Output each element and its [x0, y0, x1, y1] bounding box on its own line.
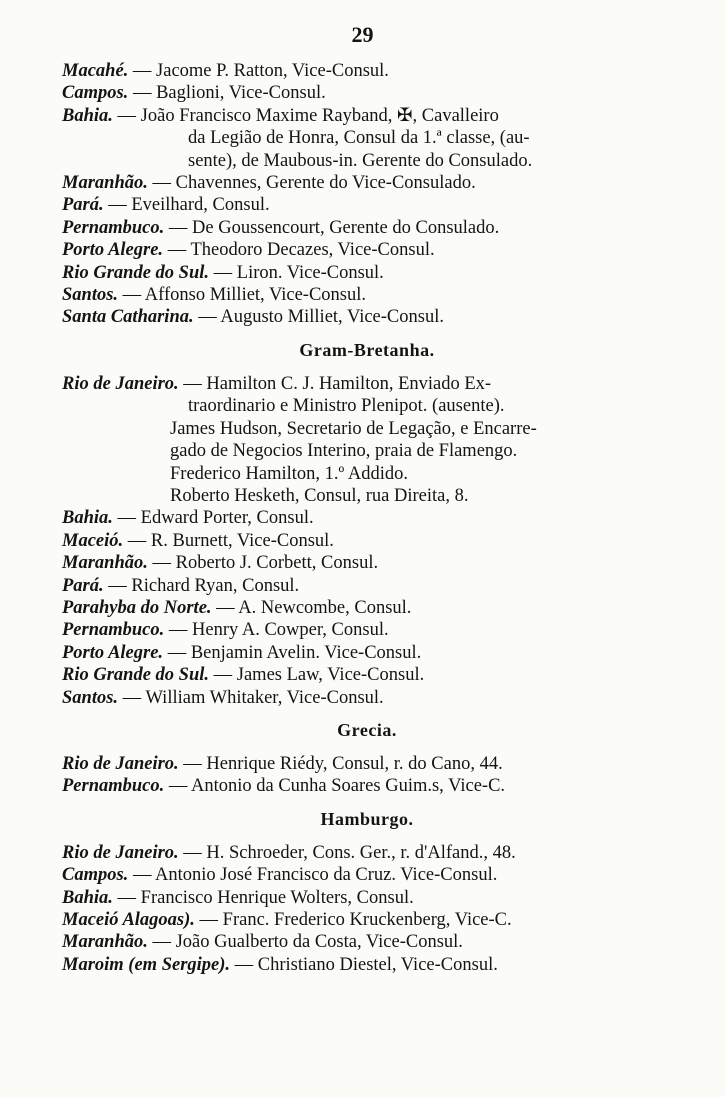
place-name: Campos. [62, 865, 129, 886]
entry-text: — De Goussencourt, Gerente do Consulado. [164, 217, 500, 238]
directory-entry [62, 864, 672, 886]
entry-text: — Henry A. Cowper, Consul. [164, 620, 389, 641]
place-name: Santos. [62, 687, 119, 708]
place-name: Bahia. [62, 105, 113, 126]
entry-text: James Hudson, Secretario de Legação, e Encarre- [170, 418, 537, 439]
place-name: Pernambuco. [62, 620, 165, 641]
entry-text: gado de Negocios Interino, praia de Flamengo. [170, 441, 518, 462]
place-name: Maranhão. [62, 932, 148, 953]
entry-line [62, 687, 672, 709]
entry-line [62, 642, 672, 664]
entry-line [62, 887, 672, 909]
place-name: Rio de Janeiro. [62, 373, 179, 394]
entry-text: — Roberto J. Corbett, Consul. [147, 553, 379, 574]
entry-line [62, 194, 672, 216]
entry-text: — Augusto Milliet, Vice-Consul. [193, 307, 444, 328]
directory-entry [62, 931, 672, 953]
entry-line [62, 440, 672, 462]
entry-text: — Hamilton C. J. Hamilton, Enviado Ex- [178, 373, 492, 394]
entry-text: — James Law, Vice-Consul. [209, 665, 425, 686]
entry-text: da Legião de Honra, Consul da 1.ª classe, (au- [188, 128, 530, 149]
directory-entry [62, 909, 672, 931]
entry-text: — Chavennes, Gerente do Vice-Consulado. [147, 173, 476, 194]
entry-text: — Antonio José Francisco da Cruz. Vice-Consul. [128, 865, 498, 886]
entry-line [62, 619, 672, 641]
page-number: 29 [351, 22, 374, 47]
directory-entry [62, 262, 672, 284]
entry-line [62, 60, 672, 82]
place-name: Maranhão. [62, 553, 148, 574]
directory-entry [62, 753, 672, 775]
entry-line [62, 931, 672, 953]
entry-text: — Franc. Frederico Kruckenberg, Vice-C. [194, 910, 512, 930]
entry-text: sente), de Maubous-in. Gerente do Consulado. [188, 150, 533, 171]
entry-text: — Antonio da Cunha Soares Guim.s, Vice-C. [164, 776, 506, 797]
entry-text: — Henrique Riédy, Consul, r. do Cano, 44. [178, 753, 503, 774]
directory-entry [62, 82, 672, 104]
entry-text: Frederico Hamilton, 1.º Addido. [170, 463, 408, 484]
place-name: Maranhão. [62, 173, 148, 194]
entry-line [62, 909, 672, 931]
directory-entry [62, 60, 672, 82]
entry-line [62, 530, 672, 552]
directory-entry [62, 530, 672, 552]
directory-entry [62, 687, 672, 709]
entry-text: — Benjamin Avelin. Vice-Consul. [163, 642, 422, 663]
directory-entry [62, 552, 672, 574]
directory-entry [62, 284, 672, 306]
entry-line [62, 284, 672, 306]
entry-text: — Theodoro Decazes, Vice-Consul. [163, 240, 435, 261]
entry-line [62, 463, 672, 485]
directory-entry [62, 105, 672, 172]
entry-text: — Eveilhard, Consul. [103, 195, 270, 216]
section-heading: Grecia. [337, 719, 397, 740]
entry-line [62, 664, 672, 686]
place-name: Campos. [62, 83, 129, 104]
directory-entry [62, 373, 672, 507]
entry-line [62, 842, 672, 864]
entry-text: Roberto Hesketh, Consul, rua Direita, 8. [170, 485, 469, 506]
entry-line [62, 217, 672, 239]
entry-text: — A. Newcombe, Consul. [211, 597, 412, 618]
entry-line [62, 418, 672, 440]
entry-line [62, 775, 672, 797]
place-name: Rio de Janeiro. [62, 753, 179, 774]
directory-entry [62, 194, 672, 216]
entry-line [62, 239, 672, 261]
entry-line [62, 864, 672, 886]
entry-text: — Jacome P. Ratton, Vice-Consul. [128, 61, 389, 81]
entry-line [62, 127, 672, 149]
entry-text: — Francisco Henrique Wolters, Consul. [112, 887, 414, 908]
section-heading: Gram-Bretanha. [299, 339, 435, 360]
entry-text: — Richard Ryan, Consul. [103, 575, 300, 596]
place-name: Porto Alegre. [62, 240, 164, 261]
entry-text: — Liron. Vice-Consul. [209, 262, 384, 283]
place-name: Rio Grande do Sul. [62, 665, 210, 686]
directory-entry [62, 507, 672, 529]
entry-line [62, 597, 672, 619]
entry-line [62, 82, 672, 104]
place-name: Maceió. [62, 530, 124, 551]
place-name: Pará. [62, 575, 104, 596]
entry-text: traordinario e Ministro Plenipot. (ausente). [188, 396, 505, 417]
entry-text: — William Whitaker, Vice-Consul. [118, 687, 384, 708]
directory-entry [62, 619, 672, 641]
entry-text: — R. Burnett, Vice-Consul. [123, 530, 334, 551]
directory-entry [62, 217, 672, 239]
entry-line [62, 485, 672, 507]
entry-line [62, 954, 672, 976]
entry-text: — H. Schroeder, Cons. Ger., r. d'Alfand., 48. [178, 842, 516, 863]
place-name: Santos. [62, 285, 119, 306]
entry-line [62, 395, 672, 417]
directory-entry [62, 775, 672, 797]
page-content [62, 60, 672, 976]
place-name: Maceió Alagoas). [62, 910, 195, 930]
place-name: Rio Grande do Sul. [62, 262, 210, 283]
entry-text: — João Gualberto da Costa, Vice-Consul. [147, 932, 463, 953]
directory-entry [62, 306, 672, 328]
place-name: Bahia. [62, 508, 113, 529]
place-name: Pernambuco. [62, 217, 165, 238]
entry-line [62, 552, 672, 574]
place-name: Parahyba do Norte. [62, 597, 212, 618]
place-name: Santa Catharina. [62, 307, 194, 328]
place-name: Pernambuco. [62, 776, 165, 797]
directory-entry [62, 954, 672, 976]
directory-entry [62, 239, 672, 261]
entry-text: — Baglioni, Vice-Consul. [128, 83, 326, 104]
entry-line [62, 150, 672, 172]
section-heading: Hamburgo. [320, 808, 414, 829]
place-name: Pará. [62, 195, 104, 216]
entry-line [62, 575, 672, 597]
place-name: Rio de Janeiro. [62, 842, 179, 863]
directory-entry [62, 842, 672, 864]
directory-entry [62, 575, 672, 597]
entry-line [62, 507, 672, 529]
entry-line [62, 172, 672, 194]
place-name: Maroim (em Sergipe). [62, 954, 231, 975]
entry-line [62, 753, 672, 775]
entry-line [62, 306, 672, 328]
entry-line [62, 105, 672, 127]
directory-entry [62, 597, 672, 619]
directory-entry [62, 664, 672, 686]
entry-text: — João Francisco Maxime Rayband, ✠, Cavalleiro [112, 105, 499, 126]
entry-text: — Christiano Diestel, Vice-Consul. [230, 954, 498, 975]
directory-entry [62, 172, 672, 194]
entry-line [62, 373, 672, 395]
entry-line [62, 262, 672, 284]
entry-text: — Affonso Milliet, Vice-Consul. [118, 285, 366, 306]
place-name: Bahia. [62, 887, 113, 908]
entry-text: — Edward Porter, Consul. [112, 508, 314, 529]
directory-entry [62, 642, 672, 664]
directory-entry [62, 887, 672, 909]
place-name: Porto Alegre. [62, 642, 164, 663]
place-name: Macahé. [62, 61, 129, 81]
